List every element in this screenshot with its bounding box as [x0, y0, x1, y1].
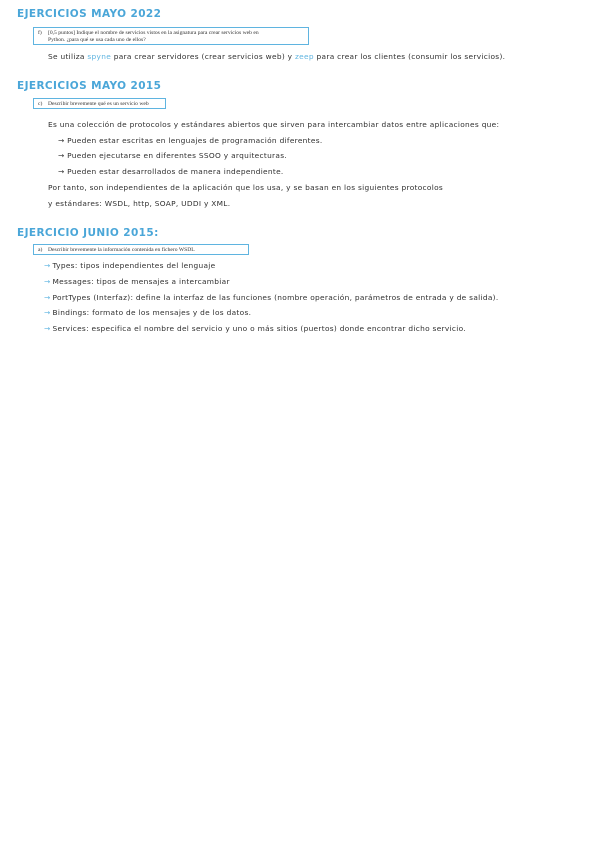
answer-text: para crear los clientes (consumir los servicios). — [316, 52, 506, 61]
wsdl-item-bindings — [44, 308, 251, 317]
question-box — [33, 244, 249, 255]
section-heading-mayo-2015: EJERCICIOS MAYO 2015 — [17, 80, 162, 92]
question-number: c) — [38, 101, 43, 107]
arrow-right-icon: → — [44, 324, 51, 333]
arrow-right-icon: → — [44, 261, 51, 270]
wsdl-item-text: Types: tipos independientes del lenguaje — [52, 261, 216, 270]
wsdl-item-text: Bindings: formato de los mensajes y de los datos. — [52, 308, 252, 317]
question-box — [33, 98, 166, 109]
arrow-right-icon: → — [44, 293, 51, 302]
arrow-right-icon: → — [44, 308, 51, 317]
answer-bullet: → Pueden estar desarrollados de manera independiente. — [58, 167, 284, 176]
wsdl-item-services — [44, 324, 466, 333]
wsdl-item-text: Messages: tipos de mensajes a intercambiar — [52, 277, 230, 286]
question-text: Describir brevemente la información contenida en fichero WSDL — [48, 247, 195, 253]
keyword-zeep: zeep — [295, 52, 314, 61]
answer-text: Se utiliza — [48, 52, 85, 61]
answer-bullet: → Pueden ejecutarse en diferentes SSOO y arquitecturas. — [58, 151, 288, 160]
answer-line: Es una colección de protocolos y estándares abiertos que sirven para intercambiar datos entre aplicaciones que: — [48, 120, 500, 129]
question-text: Describir brevemente qué es un servicio web — [48, 101, 149, 107]
question-text-line1: [0,5 puntos] Indique el nombre de servicios vistos en la asignatura para crear servicios web en — [48, 30, 259, 36]
wsdl-item-text: Services: especifica el nombre del servicio y uno o más sitios (puertos) donde encontrar dicho servicio. — [52, 324, 466, 333]
arrow-right-icon: → — [44, 277, 51, 286]
answer-line — [48, 52, 505, 61]
keyword-spyne: spyne — [87, 52, 112, 61]
section-heading-junio-2015: EJERCICIO JUNIO 2015: — [17, 227, 159, 239]
answer-text: para crear servidores (crear servicios web) y — [113, 52, 293, 61]
answer-bullet: → Pueden estar escritas en lenguajes de programación diferentes. — [58, 136, 323, 145]
question-number: a) — [38, 247, 43, 253]
answer-line: Por tanto, son independientes de la aplicación que los usa, y se basan en los siguientes protocolos — [48, 183, 444, 192]
section-heading-mayo-2022: EJERCICIOS MAYO 2022 — [17, 8, 162, 20]
answer-line: y estándares: WSDL, http, SOAP, UDDI y XML. — [48, 199, 231, 208]
wsdl-item-text: PortTypes (Interfaz): define la interfaz de las funciones (nombre operación, parámetros de entrada y de salida). — [52, 293, 499, 302]
question-box — [33, 27, 309, 45]
wsdl-item-types — [44, 261, 215, 270]
wsdl-item-porttypes — [44, 293, 499, 302]
question-number: f) — [38, 30, 42, 36]
question-text-line2: Python. ¿para qué se usa cada uno de ellos? — [48, 37, 146, 43]
wsdl-item-messages — [44, 277, 230, 286]
